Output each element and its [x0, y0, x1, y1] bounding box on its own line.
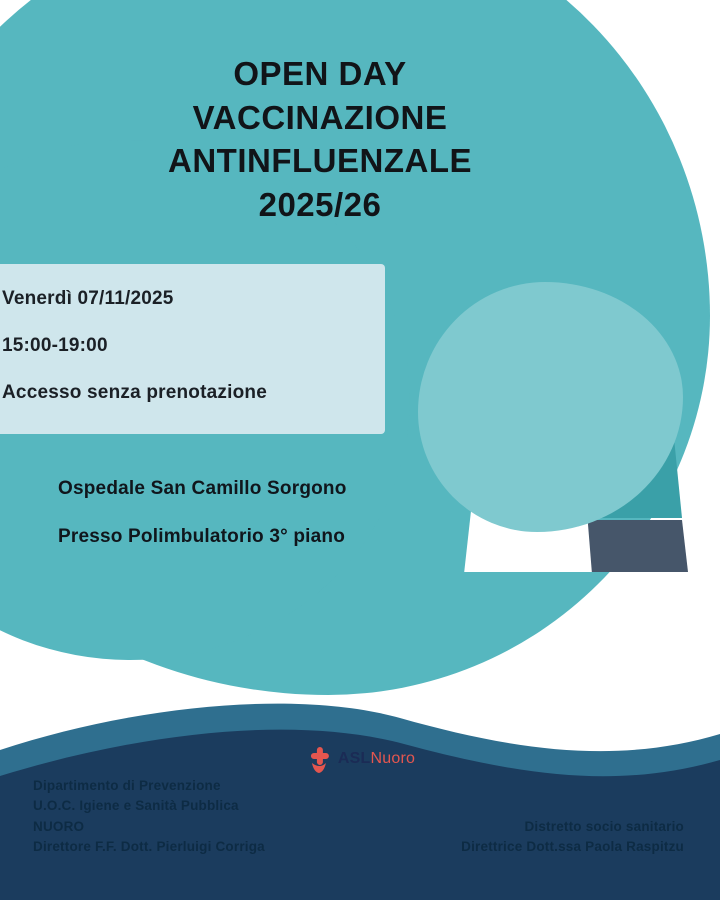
event-date: Venerdì 07/11/2025 — [2, 288, 174, 309]
title-line-2: VACCINAZIONE — [192, 98, 448, 136]
poster-title — [60, 52, 580, 226]
footer-right-block — [461, 817, 684, 858]
logo-asl: ASL — [337, 750, 371, 767]
footer-left-line-3: NUORO — [33, 818, 85, 834]
logo-nuoro: Nuoro — [370, 750, 416, 767]
footer-left-line-2: U.O.C. Igiene e Sanità Pubblica — [33, 798, 239, 814]
footer-left-block — [33, 776, 265, 858]
logo-wordmark — [338, 750, 415, 768]
footer-right-line-2: Direttrice Dott.ssa Paola Raspitzu — [461, 839, 684, 855]
title-line-4: 2025/26 — [258, 185, 382, 223]
footer-left-line-1: Dipartimento di Prevenzione — [33, 777, 221, 793]
asl-nuoro-logo — [305, 745, 415, 773]
title-line-1: OPEN DAY — [233, 55, 407, 92]
location-venue: Ospedale San Camillo Sorgono — [58, 478, 347, 499]
event-time: 15:00-19:00 — [2, 335, 108, 356]
event-details-box — [0, 264, 385, 434]
doctor-vaccinating-patient-illustration — [408, 262, 698, 572]
footer-right-line-1: Distretto socio sanitario — [524, 818, 684, 834]
title-line-3: ANTINFLUENZALE — [168, 142, 472, 180]
footer-left-line-4: Direttore F.F. Dott. Pierluigi Corriga — [33, 839, 265, 855]
location-detail: Presso Polimbulatorio 3° piano — [58, 526, 346, 547]
cross-icon — [305, 745, 331, 773]
event-access-note: Accesso senza prenotazione — [2, 382, 267, 403]
